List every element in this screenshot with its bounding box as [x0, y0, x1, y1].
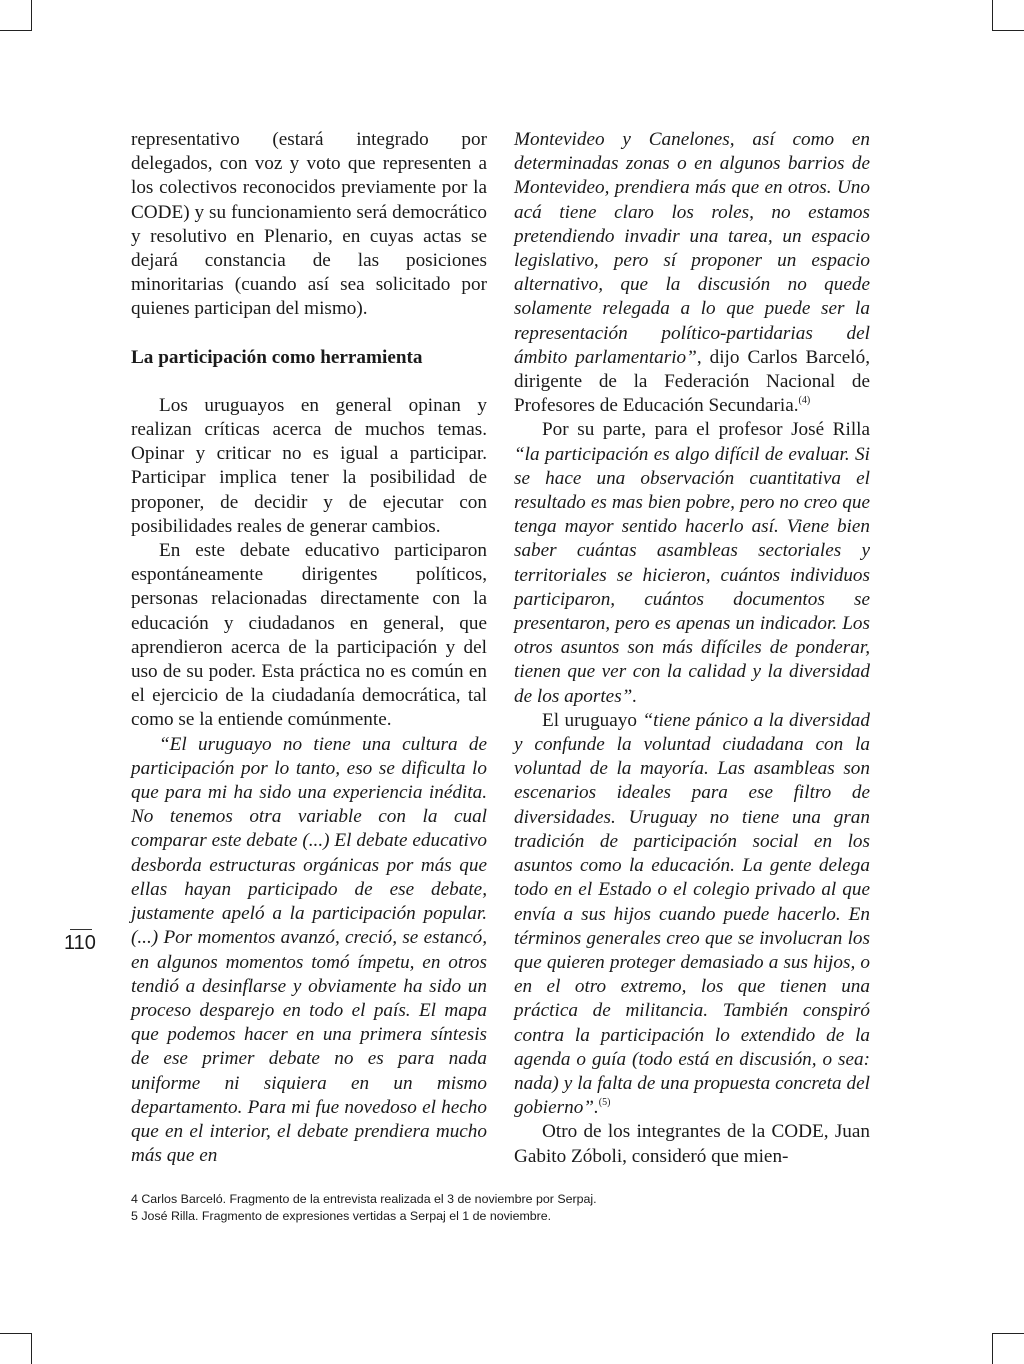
- footnote: 4 Carlos Barceló. Fragmento de la entrevista realizada el 3 de noviembre por Serpaj.: [131, 1192, 597, 1206]
- crop-mark-top-right: [992, 30, 1024, 31]
- left-column: [131, 128, 487, 1168]
- attribution-text: , dijo Carlos Barceló, dirigente de la Federación Nacional de Profesores de Educación Secundaria.: [514, 346, 870, 417]
- page-number-rule: [70, 929, 92, 930]
- footnote-ref: (4): [798, 395, 811, 407]
- footnote-ref: (5): [598, 1097, 611, 1109]
- crop-mark-bottom-right: [992, 1333, 1024, 1334]
- crop-mark-top-left: [31, 0, 32, 31]
- intro-text: Por su parte, para el profesor José Rilla: [542, 419, 870, 441]
- quote-paragraph: [514, 709, 870, 1120]
- quote-paragraph: [514, 128, 870, 418]
- quote-text: “la participación es algo difícil de evaluar. Si se hace una observación cuantitativa el resultado es mas bien pobre, pero no creo que tenga mayor sentido hacerlo así. Viene bien saber cuántas asambleas sectoriales y territoriales se hicieron, cuántos individuos participaron, cuántos documentos se presentaron, pero es apenas un indicador. Los otros asuntos son más difíciles de ponderar, tienen que ver con la calidad y la diversidad de los aportes”.: [514, 443, 870, 707]
- quote-paragraph: [514, 418, 870, 708]
- crop-mark-top-left: [0, 30, 32, 31]
- right-column: [514, 128, 870, 1169]
- quote-paragraph: [131, 733, 487, 1169]
- quote-text: Montevideo y Canelones, así como en determinadas zonas o en algunos barrios de Montevideo, prendiera más que en otros. Uno acá tiene claro los roles, no estamos pretendiendo invadir una tarea, un espacio legislativo, pero sí proponer un espacio alternativo, que la discusión no quede solamente relegada a lo que puede ser la representación político-partidarias del ámbito parlamentario”: [514, 129, 870, 368]
- intro-text: El uruguayo: [542, 709, 643, 731]
- section-heading: La participación como herramienta: [131, 346, 423, 368]
- footnotes: [131, 1191, 891, 1225]
- crop-mark-bottom-left: [0, 1333, 32, 1334]
- paragraph: Los uruguayos en general opinan y realizan críticas acerca de muchos temas. Opinar y criticar no es igual a participar. Participar implica tener la posibilidad de proponer, de decidir y de ejecutar con posibilidades reales de generar cambios.: [131, 394, 487, 537]
- crop-mark-bottom-right: [992, 1333, 993, 1364]
- quote-text: “tiene pánico a la diversidad y confunde la voluntad ciudadana con la voluntad de la mayoría. Las asambleas son escenarios ideales para ese filtro de diversidades. Uruguay no tiene una gran tradición de participación social en los asuntos como la educación. La gente delega todo en el Estado o el colegio privado al que envía a sus hijos cuando puede hacerlo. En términos generales creo que se involucran los que quieren proteger demasiado a sus hijos, o en el otro extremo, los que tienen una práctica de militancia. También conspiró contra la participación lo extendido de la agenda o guía (todo está en discusión, o sea: nada) y la falta de una propuesta concreta del gobierno”.: [514, 709, 870, 1119]
- quote-text: “El uruguayo no tiene una cultura de participación por lo tanto, eso se dificulta lo que para mi ha sido una experiencia inédita. No tenemos otra variable con la cual comparar este debate (...) El debate educativo desborda estructuras orgánicas por más que ellas hayan participado de ese debate, justamente apeló a la participación popular.(...) Por momentos avanzó, creció, se estancó, en algunos momentos tomó ímpetu, en otros tendió a desinflarse y obviamente ha sido un proceso desparejo en todo el país. El mapa que podemos hacer en una primera síntesis de ese primer debate no es para nada uniforme ni siquiera en un mismo departamento. Para mi fue novedoso el hecho que en el interior, el debate prendiera mucho más que en: [131, 733, 487, 1167]
- crop-mark-top-right: [992, 0, 993, 31]
- page-number: 110: [64, 932, 96, 954]
- footnote: 5 José Rilla. Fragmento de expresiones vertidas a Serpaj el 1 de noviembre.: [131, 1209, 552, 1223]
- crop-mark-bottom-left: [31, 1333, 32, 1364]
- paragraph: representativo (estará integrado por delegados, con voz y voto que representen a los colectivos reconocidos previamente por la CODE) y su funcionamiento será democrático y resolutivo en Plenario, en cuyas actas se dejará constancia de las posiciones minoritarias (cuando así sea solicitado por quienes participan del mismo).: [131, 129, 487, 320]
- paragraph: Otro de los integrantes de la CODE, Juan Gabito Zóboli, consideró que mien-: [514, 1121, 870, 1167]
- paragraph: En este debate educativo participaron espontáneamente dirigentes políticos, personas relacionadas directamente con la educación y ciudadanos en general, que aprendieron acerca de la participación y del uso de su poder. Esta práctica no es común en el ejercicio de la ciudadanía democrática, tal como se la entiende comúnmente.: [131, 540, 487, 731]
